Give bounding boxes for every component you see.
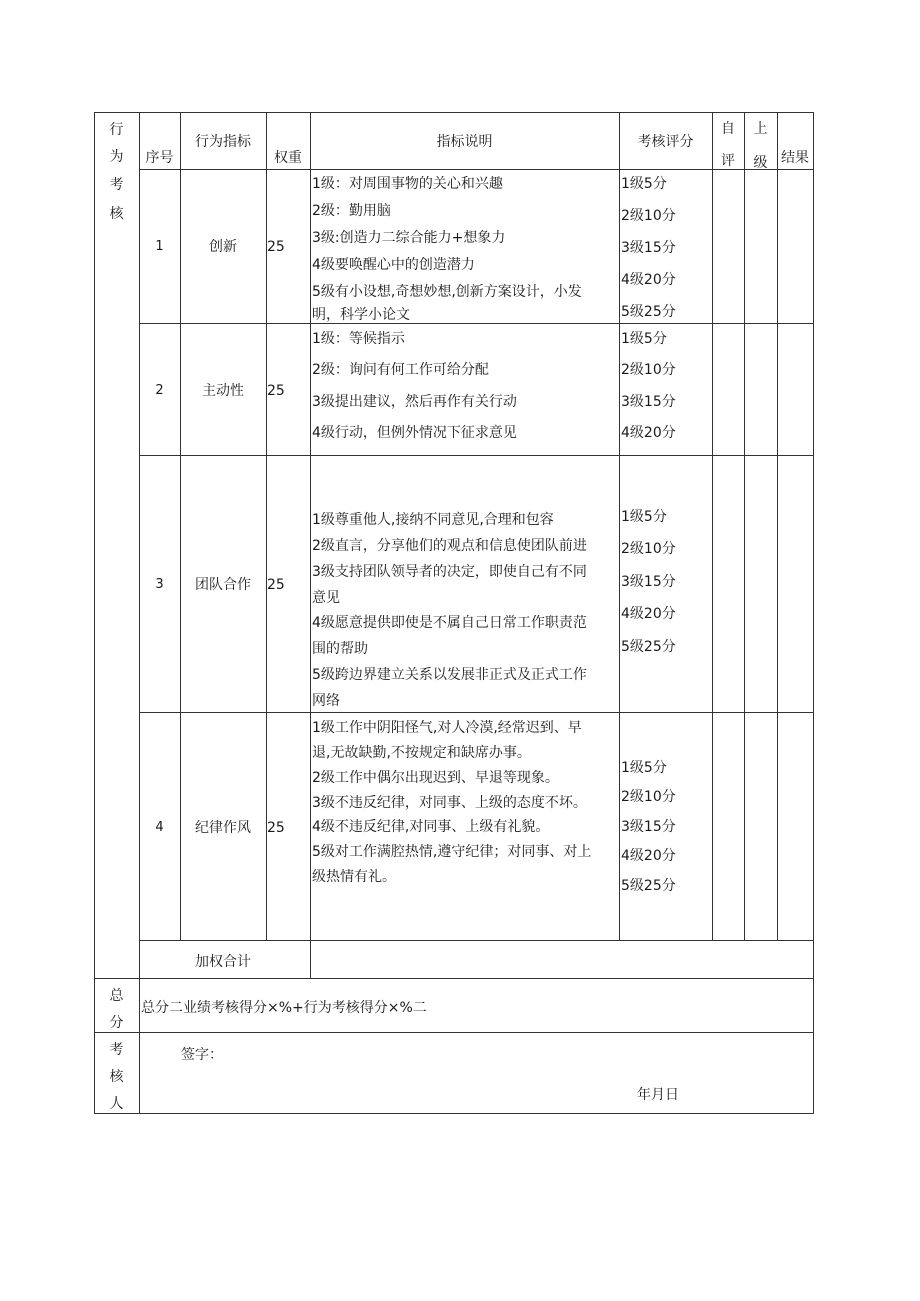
row4-seq: 4 [155,820,164,835]
row2-desc-line: 1级：等候指示 [312,331,405,347]
header-result: 结果 [781,150,809,166]
date-label: 年月日 [637,1087,679,1103]
section-label-char-2: 核 [109,206,124,222]
row3-desc-line: 4级愿意提供即使是不属自己日常工作职责范 [312,615,587,631]
row3-score: 4级20分 [621,606,676,622]
section-label-char-1: 考 [109,177,124,193]
weight-col-right [310,112,311,979]
row1-desc-line: 3级:创造力二综合能力+想象力 [312,230,506,246]
row1-desc-line: 1级：对周围事物的关心和兴趣 [312,176,503,192]
total-label-char-1: 总 [109,988,124,1004]
row3-desc-line: 5级跨边界建立关系以发展非正式及正式工作 [312,667,587,683]
header-score: 考核评分 [637,134,694,150]
total-formula: 总分二业绩考核得分×%+行为考核得分×%二 [141,1000,427,1016]
header-self-char-2: 评 [721,153,735,169]
row3-score: 2级10分 [621,541,676,557]
row1-score: 3级15分 [621,240,676,256]
seq-col-right [180,112,181,941]
row2-score: 4级20分 [621,425,676,441]
row3-indicator: 团队合作 [195,577,251,593]
superior-col-right [777,112,778,941]
row4-indicator: 纪律作风 [195,820,251,836]
row2-score: 2级10分 [621,362,676,378]
row3-desc-line: 意见 [312,590,340,606]
row3-desc-line: 2级直言，分享他们的观点和信息使团队前进 [312,538,587,554]
row4-score: 2级10分 [621,789,676,805]
total-label-char-2: 分 [109,1015,124,1031]
reviewer-label-char-3: 人 [109,1096,124,1112]
row2-score: 3级15分 [621,394,676,410]
row1-score: 5级25分 [621,304,676,320]
header-superior-char-2: 级 [753,155,768,171]
row3-desc-line: 网络 [312,693,340,709]
row3-weight: 25 [267,577,285,593]
header-indicator: 行为指标 [195,134,251,150]
section-col-char-2: 为 [109,149,124,165]
row4-desc-line: 2级工作中偶尔出现迟到、早退等现象。 [312,770,559,786]
reviewer-label-char-1: 考 [109,1042,124,1058]
row3-score: 5级25分 [621,639,676,655]
row1-desc-line: 明，科学小论文 [312,307,410,323]
row2-desc-line: 2级：询问有何工作可给分配 [312,362,489,378]
row3-seq: 3 [155,577,164,592]
row1-desc-line: 5级有小设想,奇想妙想,创新方案设计，小发 [312,284,582,300]
row4-desc-line: 3级不违反纪律，对同事、上级的态度不坏。 [312,795,587,811]
row4-desc-line: 级热情有礼。 [312,869,396,885]
section-col-right [139,112,140,1114]
row4-score: 3级15分 [621,819,676,835]
row4-score: 4级20分 [621,848,676,864]
row1-desc-line: 4级要唤醒心中的创造潜力 [312,257,475,273]
row1-desc-line: 2级：勤用脑 [312,203,391,219]
row4-weight: 25 [267,820,285,836]
row3-desc-line: 3级支持团队领导者的决定，即使自己有不同 [312,564,587,580]
row3-score: 3级15分 [621,574,676,590]
header-self-char-1: 自 [721,121,735,137]
table-bottom-border [94,1113,814,1114]
section-col-char-1: 行 [109,122,124,138]
row1-weight: 25 [267,239,285,255]
indicator-col-right [266,112,267,941]
row4-desc-line: 退,无故缺勤,不按规定和缺席办事。 [312,745,531,761]
total-row-bottom [94,1032,814,1033]
table-top-border [94,112,814,113]
row2-seq: 2 [155,383,164,398]
row2-desc-line: 4级行动，但例外情况下征求意见 [312,425,517,441]
row3-score: 1级5分 [621,509,667,525]
self-col-right [744,112,745,941]
row4-desc-line: 5级对工作满腔热情,遵守纪律；对同事、对上 [312,844,592,860]
table-left-border [94,112,95,1114]
weighted-total-label: 加权合计 [195,954,251,970]
row4-score: 1级5分 [621,760,667,776]
score-col-right [712,112,713,941]
row1-score: 2级10分 [621,208,676,224]
reviewer-label-char-2: 核 [109,1069,124,1085]
row1-score: 1级5分 [621,176,667,192]
row2-desc-line: 3级提出建议，然后再作有关行动 [312,394,517,410]
row1-score: 4级20分 [621,272,676,288]
behavior-section-bottom [94,978,814,979]
row4-score: 5级25分 [621,878,676,894]
row1-indicator: 创新 [209,239,237,255]
row2-score: 1级5分 [621,331,667,347]
header-superior-char-1: 上 [753,121,768,137]
header-seq: 序号 [145,150,174,166]
header-description: 指标说明 [436,134,493,150]
row2-indicator: 主动性 [202,383,244,399]
row4-desc-line: 4级不违反纪律,对同事、上级有礼貌。 [312,819,550,835]
header-weight: 权重 [274,150,302,166]
row4-desc-line: 1级工作中阴阳怪气,对人冷漠,经常迟到、早 [312,720,582,736]
row3-desc-line: 围的帮助 [312,641,368,657]
table-right-border [813,112,814,1114]
row3-desc-line: 1级尊重他人,接纳不同意见,合理和包容 [312,512,554,528]
desc-col-right [619,112,620,941]
signature-label: 签字： [181,1047,223,1063]
row2-weight: 25 [267,383,285,399]
row1-seq: 1 [155,239,164,254]
